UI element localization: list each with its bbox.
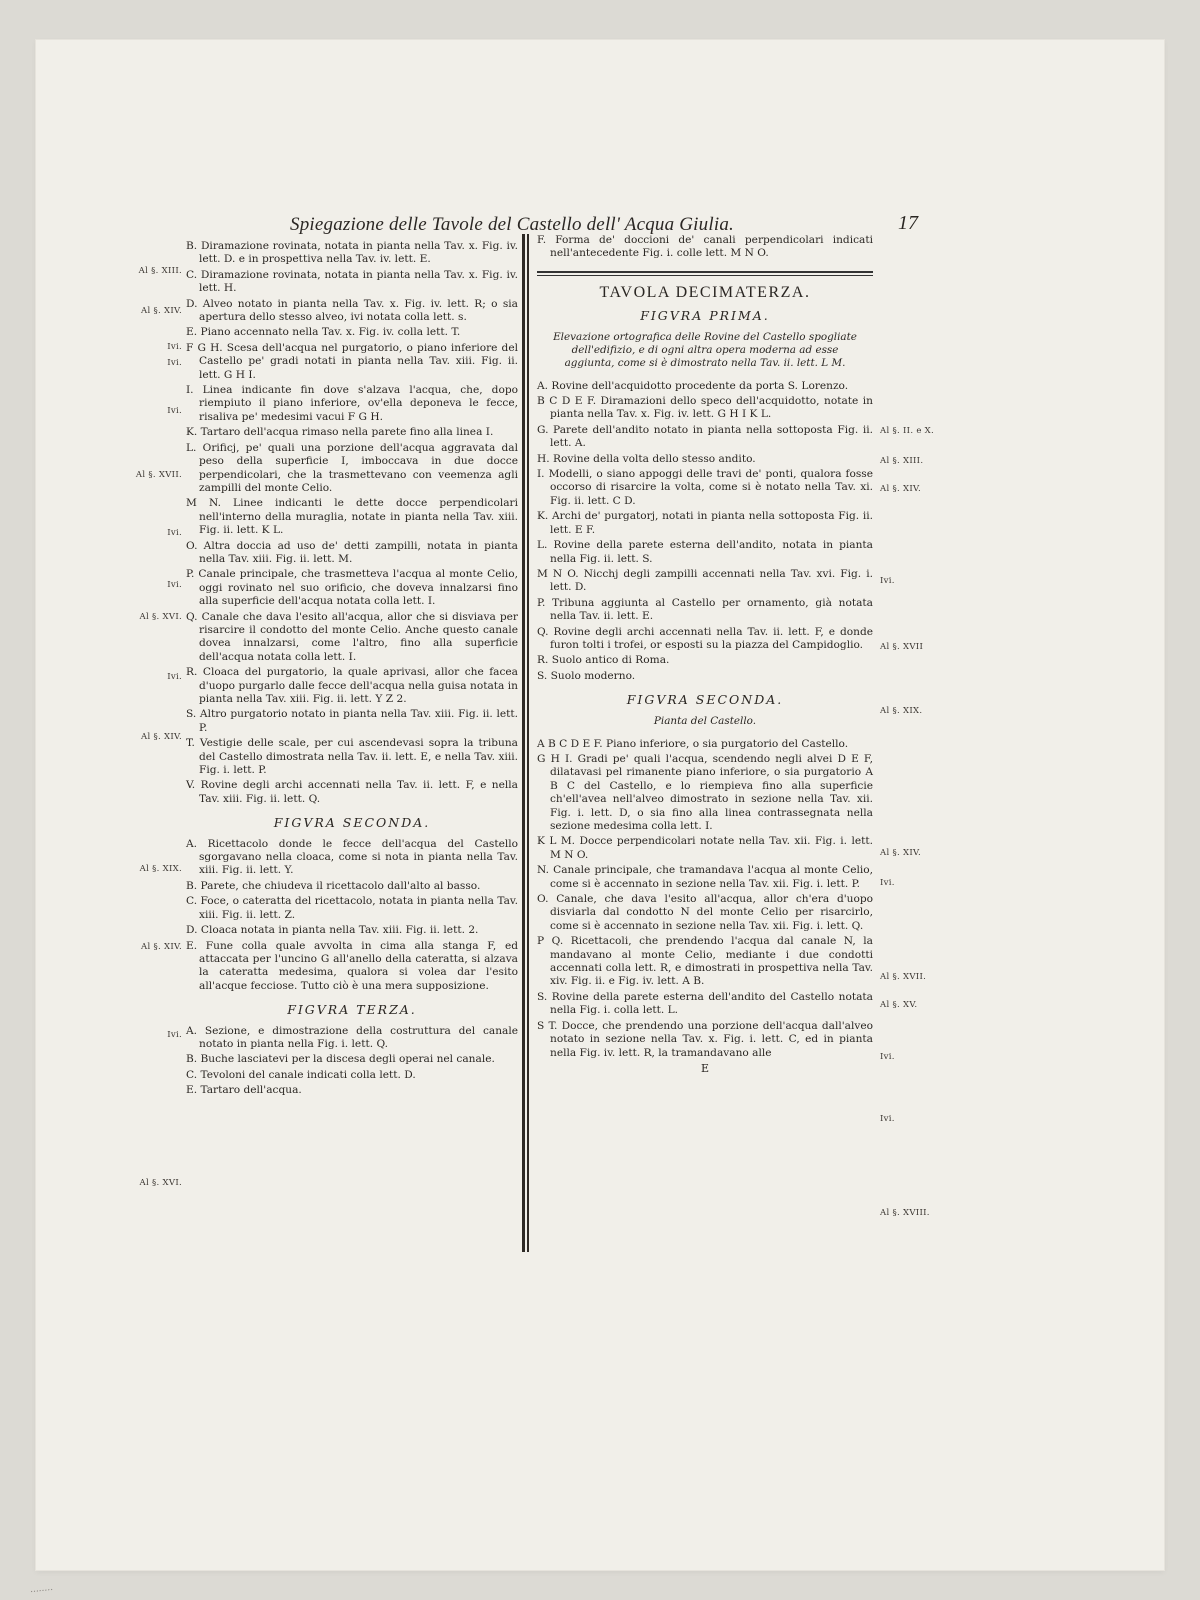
margin-note-left: Al §. XIII. xyxy=(138,266,182,276)
entry-l: L. Orificj, pe' quali una porzione dell'acqua aggravata dal peso della superficie I, imboccava in due docce perpendicolari, che la trasmettevano con veemenza agli zampilli del monte Celio. xyxy=(186,441,518,494)
margin-note-left: Al §. XIX. xyxy=(139,864,182,874)
margin-note-right: Al §. XVIII. xyxy=(880,1208,930,1218)
r-fig1-entry-i: I. Modelli, o siano appoggi delle travi de' ponti, qualora fosse occorso di risarcire la volta, come si è notato nella Tav. xi. Fig. ii. lett. C D. xyxy=(537,468,873,507)
r-fig2-entry-klm: K L M. Docce perpendicolari notate nella Tav. xii. Fig. i. lett. M N O. xyxy=(537,835,873,861)
entry-b: B. Diramazione rovinata, notata in pianta nella Tav. x. Fig. iv. lett. D. e in prospettiva nella Tav. iv. lett. E. xyxy=(186,240,518,266)
entry-fgh: F G H. Scesa dell'acqua nel purgatorio, o piano inferiore del Castello pe' gradi notati in pianta nella Tav. xiii. Fig. ii. lett. G H I. xyxy=(186,341,518,381)
margin-note-left: Ivi. xyxy=(167,358,182,368)
margin-note-left: Ivi. xyxy=(167,406,182,416)
entry-p: P. Canale principale, che trasmetteva l'acqua al monte Celio, oggi rovinato nel suo orificio, che doveva innalzarsi fino alla superficie dell'acqua notata colla lett. I. xyxy=(186,568,518,608)
entry-r: R. Cloaca del purgatorio, la quale aprivasi, allor che facea d'uopo purgarlo dalle fecce dell'acqua nella guisa notata in pianta nella Tav. xiii. Fig. ii. lett. Y Z 2. xyxy=(186,666,518,705)
fig2-entry-b: B. Parete, che chiudeva il ricettacolo dall'alto al basso. xyxy=(186,879,481,892)
r-fig1-entry-l: L. Rovine della parete esterna dell'andito, notata in pianta nella Fig. ii. lett. S. xyxy=(537,539,873,565)
r-fig1-entry-mno: M N O. Nicchj degli zampilli accennati nella Tav. xvi. Fig. i. lett. D. xyxy=(537,567,873,594)
entry-mn: M N. Linee indicanti le dette docce perpendicolari nell'interno della muraglia, notate in pianta nella Tav. xiii. Fig. ii. lett. K L. xyxy=(186,497,518,537)
left-fig3-title: FIGVRA TERZA. xyxy=(287,1002,417,1018)
left-column xyxy=(186,240,518,1100)
fig2-entry-c: C. Foce, o cateratta del ricettacolo, notata in pianta nella Tav. xiii. Fig. ii. lett. Z. xyxy=(186,895,518,921)
table-title: TAVOLA DECIMATERZA. xyxy=(599,283,811,301)
entry-e: E. Piano accennato nella Tav. x. Fig. iv. colla lett. T. xyxy=(186,326,461,339)
r-fig2-entry-pq: P Q. Ricettacoli, che prendendo l'acqua dal canale N, la mandavano al monte Celio, mediante i due condotti accennati colla lett. R, e dimostrati in prospettiva nella Tav. xiv. Fig. ii. e Fig. iv. lett. A B. xyxy=(537,935,873,988)
r-fig2-entry-abcdef: A B C D E F. Piano inferiore, o sia purgatorio del Castello. xyxy=(537,737,849,750)
margin-note-right: Ivi. xyxy=(880,1114,895,1124)
margin-note-left: Al §. XVI. xyxy=(139,1178,182,1188)
entry-k: K. Tartaro dell'acqua rimaso nella parete fino alla linea I. xyxy=(186,426,494,439)
right-column xyxy=(537,234,873,1075)
margin-note-left: Al §. XVII. xyxy=(135,470,182,480)
r-fig1-entry-p: P. Tribuna aggiunta al Castello per ornamento, già notata nella Tav. ii. lett. E. xyxy=(537,596,873,623)
entry-v: V. Rovine degli archi accennati nella Tav. ii. lett. F, e nella Tav. xiii. Fig. ii. lett. Q. xyxy=(186,779,518,805)
r-fig1-entry-a: A. Rovine dell'acquidotto procedente da porta S. Lorenzo. xyxy=(537,379,849,392)
fig3-entry-b: B. Buche lasciatevi per la discesa degli operai nel canale. xyxy=(186,1053,495,1066)
fig2-entry-e: E. Fune colla quale avvolta in cima alla stanga F, ed attaccata per l'uncino G all'anello della cateratta, si alzava la cateratta medesima, qualora si volea dar l'esito all'acque fecciose. Tutto ciò è una mera supposizione. xyxy=(186,939,518,992)
margin-note-left: Al §. XIV. xyxy=(141,732,182,742)
r-fig1-entry-q: Q. Rovine degli archi accennati nella Tav. ii. lett. F, e donde furon tolti i trofei, or esposti su la piazza del Campidoglio. xyxy=(537,625,873,651)
r-fig1-entry-s: S. Suolo moderno. xyxy=(537,669,636,682)
right-fig2-subtitle: Pianta del Castello. xyxy=(653,714,757,727)
entry-o: O. Altra doccia ad uso de' detti zampilli, notata in pianta nella Tav. xiii. Fig. ii. lett. M. xyxy=(186,539,518,565)
margin-note-left: Al §. XIV. xyxy=(141,306,182,316)
margin-note-left: Ivi. xyxy=(167,528,182,538)
right-fig2-title: FIGVRA SECONDA. xyxy=(626,692,784,708)
margin-note-right: Ivi. xyxy=(880,1052,895,1062)
column-divider xyxy=(522,234,529,1252)
r-fig2-entry-ghi: G H I. Gradi pe' quali l'acqua, scendendo negli alvei D E F, dilatavasi pel rimanente piano inferiore, o sia purgatorio A B C del Castello, e lo riempieva fino alla superficie ch'ell'avea nell'alveo dimostrato in sezione nella Tav. xii. Fig. i. lett. D, o sia fino alla linea contrassegnata nella sezione medesima colla lett. I. xyxy=(537,752,873,832)
margin-note-left: Al §. XIV. xyxy=(141,942,182,952)
margin-note-right: Al §. XIX. xyxy=(880,706,923,716)
r-fig1-entry-h: H. Rovine della volta dello stesso andito. xyxy=(537,452,756,465)
entry-t: T. Vestigie delle scale, per cui ascendevasi sopra la tribuna del Castello dimostrata nella Tav. ii. lett. E, e nella Tav. xiii. Fig. i. lett. P. xyxy=(186,737,518,777)
fig2-entry-d: D. Cloaca notata in pianta nella Tav. xiii. Fig. ii. lett. 2. xyxy=(186,924,479,937)
signature-mark: E xyxy=(700,1061,710,1075)
margin-note-right: Al §. XIV. xyxy=(880,484,921,494)
margin-note-left: Ivi. xyxy=(167,580,182,590)
r-fig2-entry-st: S T. Docce, che prendendo una porzione dell'acqua dall'alveo notato in sezione nella Tav. x. Fig. i. lett. C, ed in pianta nella Fig. iv. lett. R, la tramandavano alle xyxy=(537,1019,873,1059)
fig3-entry-c: C. Tevoloni del canale indicati colla lett. D. xyxy=(186,1068,416,1081)
entry-q: Q. Canale che dava l'esito all'acqua, allor che si disviava per risarcire il condotto del monte Celio. Anche questo canale dovea innalzarsi, come l'altro, fino alla superficie dell'acqua notata colla lett. I. xyxy=(186,610,518,663)
double-rule xyxy=(537,271,873,276)
right-fig1-title: FIGVRA PRIMA. xyxy=(640,308,770,324)
margin-note-right: Al §. XIII. xyxy=(880,456,924,466)
entry-s: S. Altro purgatorio notato in pianta nella Tav. xiii. Fig. ii. lett. P. xyxy=(186,708,518,734)
entry-f-top: F. Forma de' doccioni de' canali perpendicolari indicati nell'antecedente Fig. i. colle lett. M N O. xyxy=(537,234,873,260)
margin-note-right: Al §. XVII. xyxy=(880,972,927,982)
margin-note-left: Ivi. xyxy=(167,672,182,682)
r-fig1-entry-r: R. Suolo antico di Roma. xyxy=(537,654,670,667)
margin-note-right: Ivi. xyxy=(880,878,895,888)
left-fig2-title: FIGVRA SECONDA. xyxy=(273,815,431,831)
margin-note-right: Ivi. xyxy=(880,576,895,586)
fig2-entry-a: A. Ricettacolo donde le fecce dell'acqua del Castello sgorgavano nella cloaca, come si nota in pianta nella Tav. xiii. Fig. ii. lett. Y. xyxy=(186,837,518,877)
margin-note-left: Ivi. xyxy=(167,1030,182,1040)
fig3-entry-e: E. Tartaro dell'acqua. xyxy=(186,1084,302,1097)
pencil-inscription: ........ xyxy=(29,1582,54,1596)
entry-c: C. Diramazione rovinata, notata in pianta nella Tav. x. Fig. iv. lett. H. xyxy=(186,268,518,295)
margin-note-right: Al §. XVII xyxy=(880,642,924,652)
page-number: 17 xyxy=(898,212,918,234)
margin-note-left: Ivi. xyxy=(167,342,182,352)
margin-note-right: Al §. XIV. xyxy=(880,848,921,858)
left-entries-list xyxy=(186,240,518,806)
margin-note-right: Al §. XV. xyxy=(880,1000,918,1010)
entry-d: D. Alveo notato in pianta nella Tav. x. Fig. iv. lett. R; o sia apertura dello stesso alveo, ivi notata colla lett. s. xyxy=(186,297,518,324)
margin-note-left: Al §. XVI. xyxy=(139,612,182,622)
r-fig2-entry-s: S. Rovine della parete esterna dell'andito del Castello notata nella Fig. i. colla lett. L. xyxy=(537,990,873,1017)
r-fig1-entry-g: G. Parete dell'andito notato in pianta nella sottoposta Fig. ii. lett. A. xyxy=(537,423,873,450)
right-fig1-subtitle: Elevazione ortografica delle Rovine del Castello spogliate dell'edifizio, e di ogni altra opera moderna ad esse aggiunta, come si è dimostrato nella Tav. ii. lett. L M. xyxy=(553,330,857,369)
r-fig2-entry-n: N. Canale principale, che tramandava l'acqua al monte Celio, come si è accennato in sezione nella Tav. xii. Fig. i. lett. P. xyxy=(537,864,873,890)
r-fig1-entry-k: K. Archi de' purgatorj, notati in pianta nella sottoposta Fig. ii. lett. E F. xyxy=(537,510,873,536)
r-fig2-entry-o: O. Canale, che dava l'esito all'acqua, allor ch'era d'uopo disviarla dal condotto N del monte Celio per risarcirlo, come si è accennato in sezione nella Tav. xii. Fig. i. lett. Q. xyxy=(537,893,873,932)
entry-i: I. Linea indicante fin dove s'alzava l'acqua, che, dopo riempiuto il piano inferiore, ov'ella deponeva le fecce, risaliva pe' medesimi vacui F G H. xyxy=(186,384,518,423)
r-fig1-entry-bcdef: B C D E F. Diramazioni dello speco dell'acquidotto, notate in pianta nella Tav. x. Fig. iv. lett. G H I K L. xyxy=(537,395,873,421)
margin-note-right: Al §. II. e X. xyxy=(880,426,935,436)
page-header: Spiegazione delle Tavole del Castello dell' Acqua Giulia. xyxy=(290,214,734,235)
fig3-entry-a: A. Sezione, e dimostrazione della costruttura del canale notato in pianta nella Fig. i. lett. Q. xyxy=(186,1024,518,1050)
